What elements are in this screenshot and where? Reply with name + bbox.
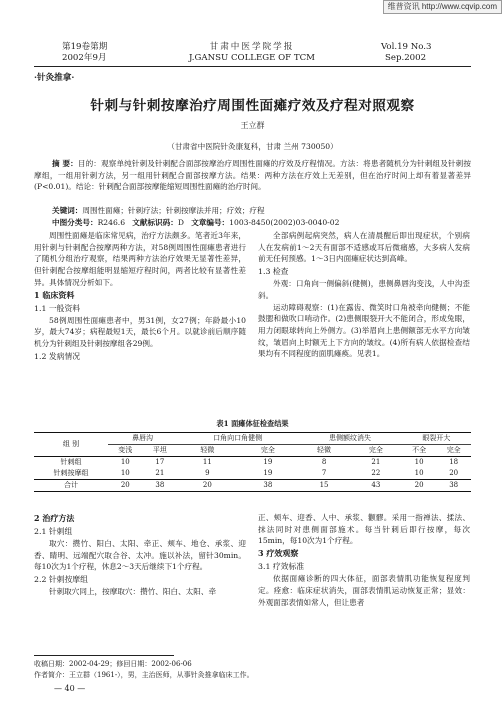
table-cell: 20	[108, 480, 143, 492]
table-cell: 19	[238, 468, 299, 480]
table-cell: 20	[402, 480, 437, 492]
section-3-1-heading: 3.1 疗效标准	[258, 562, 305, 572]
table-cell: 38	[143, 480, 178, 492]
clc-code: R246.6	[97, 218, 126, 227]
table-cell: 8	[321, 458, 327, 466]
sub-header: 变浅	[108, 445, 143, 457]
column-label: ·针灸推拿·	[34, 73, 75, 83]
section-2-1-heading: 2.1 针刺组	[34, 527, 73, 536]
page-number: — 40 —	[54, 684, 86, 693]
table-cell: 18	[449, 458, 459, 466]
table-cell: 22	[350, 468, 402, 480]
motor-paragraph: 运动障碍观察：(1)在露齿、微笑时口角被牵向健侧；不能鼓腮和做吹口哨动作。(2)患侧眼裂开大不能闭合，形成兔眼，用力闭眼球转向上外侧方。(3)举眉向上患侧额部无水平方向皱纹，皱眉向上时额无上下方向的皱纹。(4)所有病人依据检查结果均有不同程度的面肌瘫痪。见表1。	[258, 302, 470, 359]
table-cell: 20	[436, 468, 471, 480]
results-table	[34, 432, 471, 492]
section-2-2-heading: 2.2 针刺按摩组	[34, 575, 88, 585]
lower-left-column	[34, 512, 246, 598]
col-group: 鼻唇沟	[108, 433, 177, 445]
sub-header: 完全	[350, 445, 402, 457]
table-cell: 7	[298, 468, 350, 480]
header-month: Sep.2002	[385, 53, 427, 63]
footnote-received: 收稿日期：2002-04-29；修回日期：2002-06-06	[34, 660, 192, 668]
keywords-label: 关键词：	[52, 206, 83, 215]
author-affiliation: （甘肃省中医院针灸康复科，甘肃 兰州 730050）	[167, 142, 338, 151]
header-journal-cn: 甘肃中医学院学报	[209, 42, 295, 52]
table-cell: 10	[414, 458, 424, 466]
watermark-banner: 维普资讯 http://www.cqvip.com	[383, 0, 502, 14]
clc-label: 中图分类号：	[52, 218, 98, 227]
table-cell: 15	[298, 480, 350, 492]
header-date: 2002年9月	[62, 53, 107, 63]
section-2-1-text: 取穴：攒竹、阳白、太阳、牵正、颊车、地仓、承浆、迎香、睛明、远端配穴取合谷、太冲。施以补法，留针30min。每10次为1个疗程，休息2～3天后继续下1个疗程。	[34, 539, 246, 572]
sub-header: 平坦	[143, 445, 178, 457]
header-volume: 第19卷第期	[62, 42, 108, 52]
keywords	[34, 205, 471, 217]
abstract-text: 目的：观察单纯针刺及针刺配合面部按摩治疗周围性面瘫的疗效及疗程情况。方法：将患者随机分为针刺组及针刺按摩组，一组用针刺方法，另一组用针刺配合面部按摩方法。结果：两种方法在疗效上无差别，但在治疗时间上却有着显著差异(P<0.01)。结论：针刺配合面部按摩能缩短周围性面瘫的治疗时间。	[34, 159, 471, 192]
footnote-author-bio: 作者简介：王立群（1961-），男，主治医师，从事针灸推拿临床工作。	[34, 671, 254, 679]
row-label: 针刺按摩组	[34, 468, 108, 480]
table-row	[34, 457, 471, 469]
col-group: 眼裂开大	[402, 433, 471, 445]
lower-right-column	[258, 512, 470, 608]
table-cell: 10	[120, 458, 130, 466]
col-group: 口角向口角健侧	[177, 433, 298, 445]
section-1-1-heading: 1.1 一般资料	[34, 303, 81, 313]
table-cell: 38	[238, 480, 299, 492]
table-cell: 21	[143, 468, 178, 480]
table-cell: 10	[108, 468, 143, 480]
classification	[34, 217, 471, 229]
group-header: 组 别	[34, 433, 108, 457]
section-2-heading: 2 治疗方法	[34, 513, 75, 523]
keywords-text: 周围性面瘫；针刺疗法；针刺按摩法并用；疗效；疗程	[82, 206, 265, 215]
row-label: 合计	[34, 480, 108, 492]
table-total-row	[34, 480, 471, 492]
header-rule	[34, 66, 471, 67]
section-1-1-text: 58例周围性面瘫患者中，男31例，女27例；年龄最小10岁，最大74岁；病程最短1天，最长6个月。以就诊前后顺序随机分为针刺组及针刺按摩组各29例。	[34, 315, 246, 348]
table-cell: 11	[202, 458, 212, 466]
sub-header: 不全	[402, 445, 437, 457]
sub-header: 轻微	[177, 445, 238, 457]
header-vol-no: Vol.19 No.3	[381, 42, 432, 52]
article-id: 1003-8450(2002)03-0040-02	[229, 218, 340, 227]
sub-header: 完全	[238, 445, 299, 457]
section-2-2-text: 针刺取穴同上，按摩取穴：攒竹、阳白、太阳、牵	[49, 587, 217, 597]
left-column	[34, 230, 246, 363]
col-group: 患侧额纹消失	[298, 433, 402, 445]
table-header-row	[34, 433, 471, 445]
table-cell: 17	[155, 458, 165, 466]
section-1-3-heading: 1.3 检查	[258, 267, 289, 277]
abstract	[34, 158, 471, 193]
table-cell: 20	[177, 480, 238, 492]
right-column	[258, 230, 470, 360]
row-label: 针刺组	[60, 458, 82, 466]
article-id-label: 文章编号：	[191, 218, 230, 227]
sub-header: 完全	[436, 445, 471, 457]
abstract-label: 摘 要：	[52, 159, 78, 168]
section-1-2-heading: 1.2 发病情况	[34, 351, 81, 361]
author-name: 王立群	[240, 121, 265, 130]
header-journal-en: J.GANSU COLLEGE OF TCM	[189, 53, 315, 63]
table-row	[34, 468, 471, 480]
massage-paragraph: 正、颊车、迎香、人中、承浆、颧髎。采用一指禅法、揉法、抹法同时对患侧面部施术。每当针刺后即行按摩，每次15min，每10次为1个疗程。	[258, 513, 470, 546]
appearance-paragraph: 外观：口角向一侧偏斜(健侧)，患侧鼻唇沟变浅，人中沟歪斜。	[258, 279, 470, 300]
doc-code: D	[177, 218, 184, 227]
section-3-heading: 3 疗效观察	[258, 548, 299, 559]
table-cell: 9	[177, 468, 238, 480]
table-caption: 表1 面瘫体征检查结果	[216, 419, 289, 428]
table-cell: 19	[263, 458, 273, 466]
onset-paragraph: 全部病例起病突然，病人在清晨醒后即出现症状，个别病人在发病前1～2天有面部不适感或耳后微痛感，大多病人发病前无任何预感。1～3日内面瘫症状达到高峰。	[258, 231, 470, 264]
article-title: 针刺与针刺按摩治疗周围性面瘫疗效及疗程对照观察	[90, 98, 415, 114]
table-cell: 10	[402, 468, 437, 480]
table-cell: 38	[436, 480, 471, 492]
intro-paragraph: 周围性面瘫是临床常见病，治疗方法颇多。笔者近3年来，用针刺与针刺配合按摩两种方法，对58例周围性面瘫患者进行了随机分组治疗观察，结果两种方法治疗效果无显著性差异，但针刺配合按摩组能明显缩短疗程时间，两者比较有显著性差异。具体情况分析如下。	[34, 231, 246, 287]
sub-header: 轻微	[298, 445, 350, 457]
table-cell: 43	[350, 480, 402, 492]
doc-code-label: 文献标识码：	[132, 218, 178, 227]
section-1-heading: 1 临床资料	[34, 289, 75, 300]
criteria-paragraph: 依据面瘫诊断的四大体征，面部表情肌功能恢复程度判定。痊愈：临床症状消失，面部表情肌运动恢复正常；显效：外观面部表情如常人，但让患者	[258, 574, 470, 607]
table-cell: 21	[371, 458, 381, 466]
footnote-rule	[34, 655, 174, 656]
